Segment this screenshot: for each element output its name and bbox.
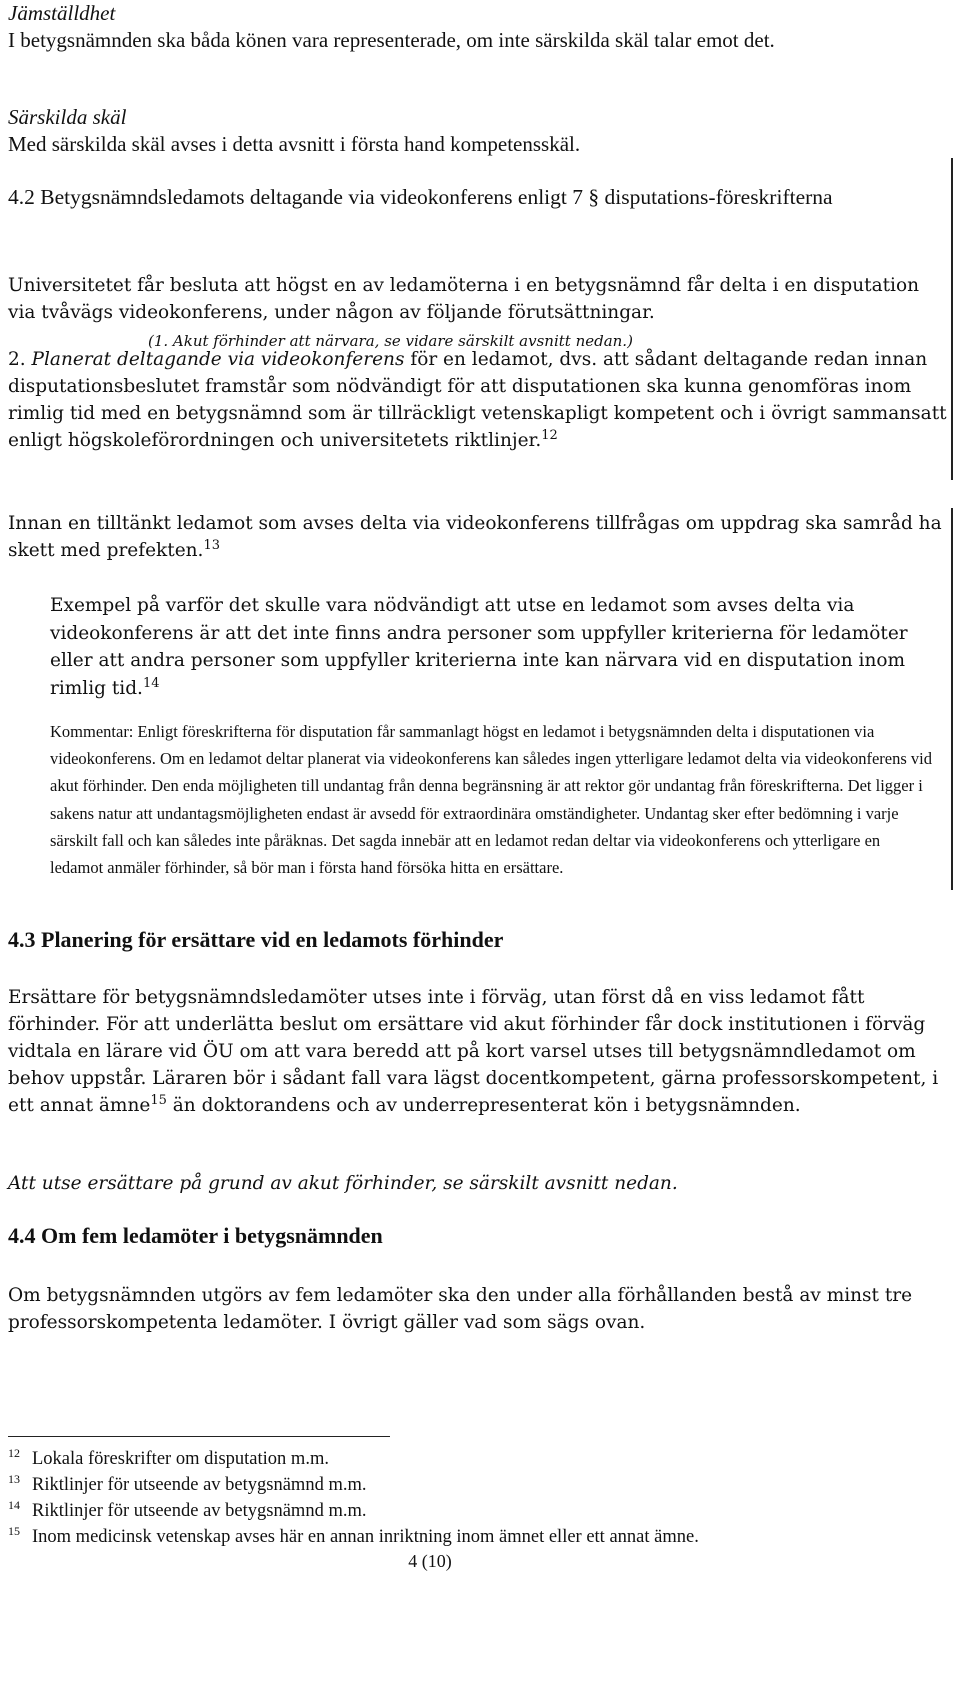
example-paragraph: Exempel på varför det skulle vara nödvändigt att utse en ledamot som avses delta via videokonferens är att det inte finns andra personer som uppfyller kriterierna för ledamöter eller att andra personer som uppfyller kriterierna inte kan närvara vid en disputation inom rimlig tid.$^{14}$ xyxy=(50,595,908,699)
footnote-ref-15[interactable]: 15 xyxy=(150,1092,167,1108)
consult-paragraph: Innan en tilltänkt ledamot som avses delta via videokonferens tillfrågas om uppdrag ska samråd ha skett med prefekten.$^{13}$ xyxy=(8,513,942,561)
footnote-separator xyxy=(8,1436,390,1437)
section-4-4-heading: 4.4 Om fem ledamöter i betygsnämnden xyxy=(8,1223,383,1248)
section-equality xyxy=(8,0,950,54)
footnote-ref-14[interactable]: 14 xyxy=(142,675,160,691)
page-number: 4 (10) xyxy=(408,1551,452,1571)
footnote-14: 14 Riktlinjer för utseende av betygsnämnd m.m. xyxy=(8,1497,367,1521)
equality-title: Jämställdhet xyxy=(8,1,116,25)
change-bar xyxy=(951,158,953,480)
list-item-2: 2. Planerat deltagande via videokonferens för en ledamot, dvs. att sådant deltagande redan innan disputationsbeslutet framstår som nödvändigt för att disputationen ska kunna genomföras inom rimlig tid med en betygsnämnd som är tillräckligt vetenskapligt kompetent och i övrigt sammansatt enligt högskoleförordningen och universitetets riktlinjer.$^{12}$ xyxy=(8,349,947,451)
section-4-3-body: Ersättare för betygsnämndsledamöter utses inte i förväg, utan först då en viss ledamot fått förhinder. För att underlätta beslut om ersättare vid akut förhinder får dock institutionen i förväg vidtala en lärare vid ÖU om att vara beredd att på kort varsel utses till betygsnämndledamot om behov uppstår. Läraren bör i sådant fall vara lägst docentkompetent, gärna professorskompetent, i ett annat ämne$^{15}$ än doktorandens och av underrepresenterat kön i betygsnämnden. xyxy=(8,987,939,1116)
footnote-12: 12 Lokala föreskrifter om disputation m.m. xyxy=(8,1445,329,1469)
footnote-ref-13[interactable]: 13 xyxy=(203,537,220,553)
list-item-1: (1. Akut förhinder att närvara, se vidare särskilt avsnitt nedan.) xyxy=(148,332,633,350)
section-4-4-body: Om betygsnämnden utgörs av fem ledamöter ska den under alla förhållanden bestå av minst tre professorskompetenta ledamöter. I övrigt gäller vad som sägs ovan. xyxy=(8,1285,913,1333)
footnote-ref-12[interactable]: 12 xyxy=(541,427,558,443)
item-2-lead: Planerat deltagande via videokonferens xyxy=(31,349,405,370)
footnote-15: 15 Inom medicinsk vetenskap avses här en annan inriktning inom ämnet eller ett annat ämne. xyxy=(8,1523,699,1547)
section-special-reasons xyxy=(8,104,950,158)
section-4-3-note: Att utse ersättare på grund av akut förhinder, se särskilt avsnitt nedan. xyxy=(8,1173,678,1194)
section-4-2-intro: Universitetet får besluta att högst en av ledamöterna i en betygsnämnd får delta i en disputation via tvåvägs videokonferens, under någon av följande förutsättningar. xyxy=(8,275,920,323)
equality-body: I betygsnämnden ska båda könen vara representerade, om inte särskilda skäl talar emot det. xyxy=(8,28,775,52)
special-reasons-title: Särskilda skäl xyxy=(8,105,127,129)
change-bar xyxy=(951,508,953,890)
special-reasons-body: Med särskilda skäl avses i detta avsnitt i första hand kompetensskäl. xyxy=(8,132,581,156)
footnote-13: 13 Riktlinjer för utseende av betygsnämnd m.m. xyxy=(8,1471,367,1495)
section-4-2-heading: 4.2 Betygsnämndsledamots deltagande via videokonferens enligt 7 § disputations-föreskrifterna xyxy=(8,185,833,209)
paragraph-sign: § xyxy=(588,185,600,209)
section-4-3-heading: 4.3 Planering för ersättare vid en ledamots förhinder xyxy=(8,927,504,952)
comment-paragraph: Kommentar: Enligt föreskrifterna för disputation får sammanlagt högst en ledamot i betygsnämnden delta i disputationen via videokonferens. Om en ledamot deltar planerat via videokonferens kan således ingen ytterligare ledamot delta via videokonferens vid akut förhinder. Den enda möjligheten till undantag från denna begränsning är att rektor gör undantag från föreskrifterna. Det ligger i sakens natur att undantagsmöjligheten endast är avsedd för extraordinära omständigheter. Undantag sker efter bedömning i varje särskilt fall och kan således inte påräknas. Det sagda innebär att en ledamot redan deltar via videokonferens och ytterligare en ledamot anmäler förhinder, så bör man i första hand försöka hitta en ersättare. xyxy=(50,722,932,878)
